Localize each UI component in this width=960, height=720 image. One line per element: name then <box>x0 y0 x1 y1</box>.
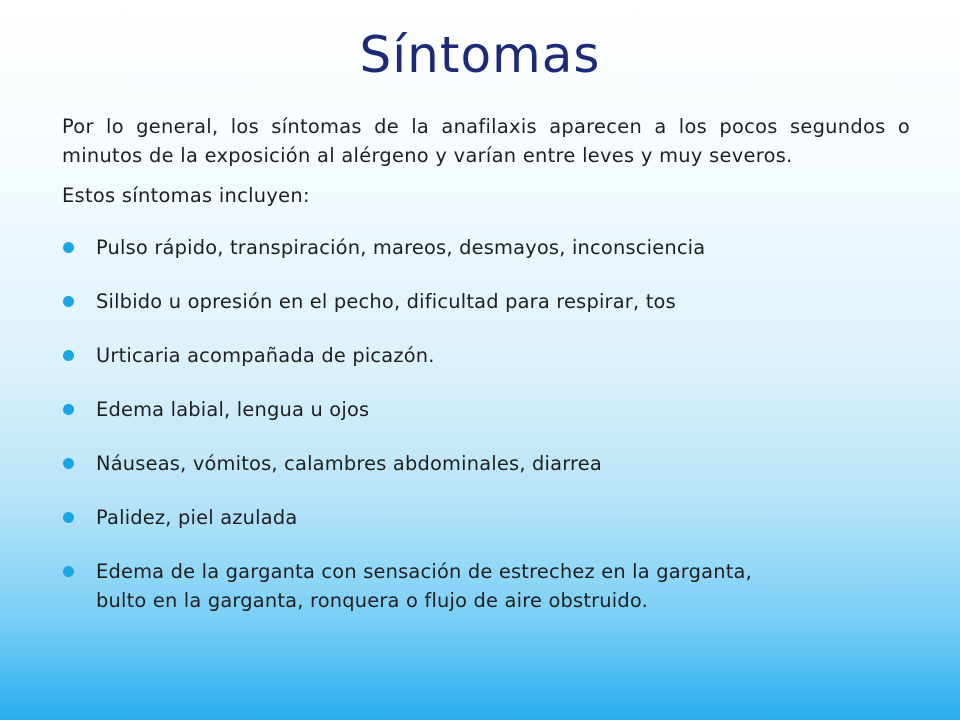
list-item-text: Edema de la garganta con sensación de estrechez en la garganta, bulto en la garganta, ronquera o flujo de aire obstruido. <box>96 560 752 612</box>
bullet-icon <box>63 566 74 577</box>
intro-paragraph: Por lo general, los síntomas de la anafilaxis aparecen a los pocos segundos o minutos de la exposición al alérgeno y varían entre leves y muy severos. <box>62 115 910 167</box>
list-item <box>62 449 910 478</box>
slide-title: Síntomas <box>359 26 601 84</box>
list-item-text: Urticaria acompañada de picazón. <box>96 344 435 367</box>
list-item <box>62 341 910 370</box>
lead-text: Estos síntomas incluyen: <box>62 184 310 207</box>
list-item-text: Palidez, piel azulada <box>96 506 298 529</box>
symptom-list <box>62 233 910 615</box>
list-item-text: Náuseas, vómitos, calambres abdominales, diarrea <box>96 452 603 475</box>
bullet-icon <box>63 458 74 469</box>
list-item-text: Pulso rápido, transpiración, mareos, desmayos, inconsciencia <box>96 236 706 259</box>
list-item <box>62 503 910 532</box>
bullet-icon <box>63 512 74 523</box>
bullet-icon <box>63 350 74 361</box>
slide-content <box>62 112 910 615</box>
bullet-icon <box>63 242 74 253</box>
list-item <box>62 287 910 316</box>
list-item-text: Edema labial, lengua u ojos <box>96 398 370 421</box>
list-item <box>62 557 910 615</box>
list-item-text: Silbido u opresión en el pecho, dificultad para respirar, tos <box>96 290 676 313</box>
bullet-icon <box>63 296 74 307</box>
list-item <box>62 395 910 424</box>
bullet-icon <box>63 404 74 415</box>
list-item <box>62 233 910 262</box>
